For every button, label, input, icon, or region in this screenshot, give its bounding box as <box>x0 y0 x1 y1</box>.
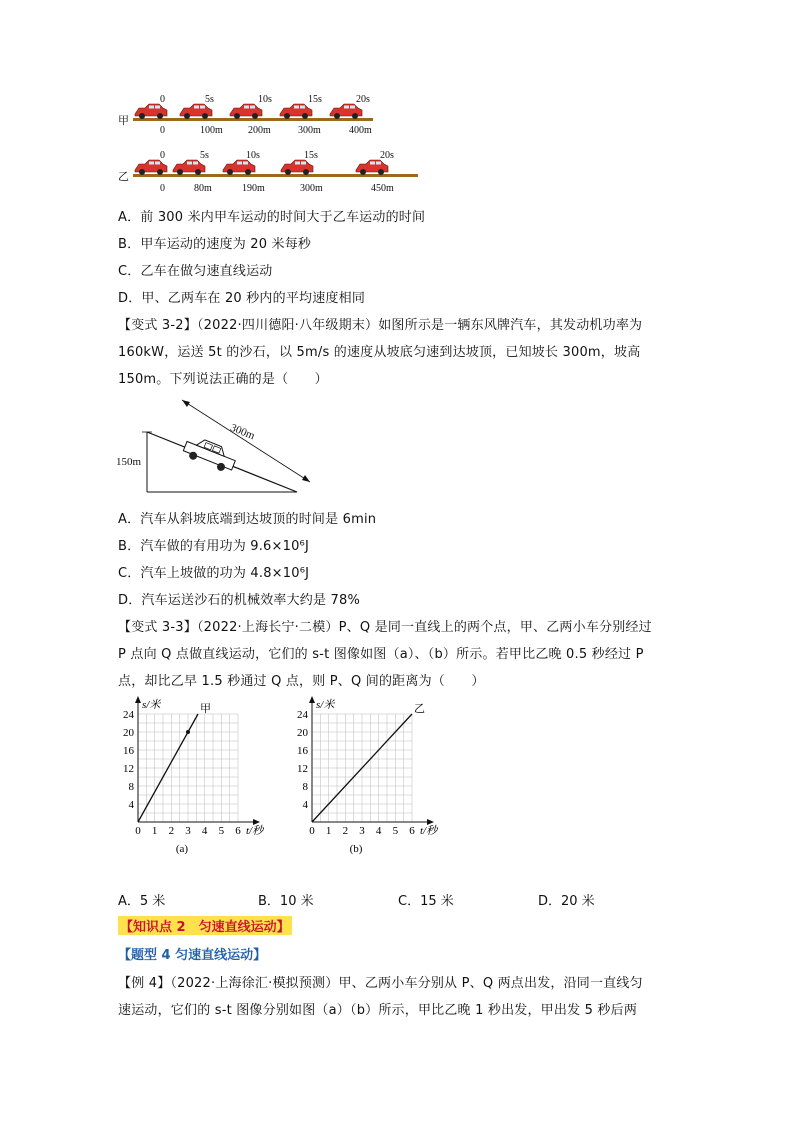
q1-option-d: D．甲、乙两车在 20 秒内的平均速度相同 <box>118 291 366 306</box>
chart-b-ytick-8: 8 <box>302 781 308 793</box>
yi-car-3 <box>281 160 313 175</box>
chart-a-ytick-8: 8 <box>128 781 134 793</box>
yi-car-2 <box>223 160 255 175</box>
q2-option-d: D．汽车运送沙石的机械效率大约是 78% <box>118 593 361 608</box>
chart-a-svg <box>112 696 282 856</box>
example-line-2: 速运动，它们的 s-t 图像分别如图（a）（b）所示，甲比乙晚 1 秒出发，甲出发 5 秒后两 <box>118 1003 638 1018</box>
chart-a-xlabel: t/秒 <box>246 825 264 837</box>
slope-figure <box>112 392 312 500</box>
chart-a-xtick-1: 1 <box>151 825 158 837</box>
slope-height-label: 150m <box>116 456 142 468</box>
jia-dist-3: 300m <box>298 125 321 136</box>
chart-b-ytick-24: 24 <box>297 709 308 721</box>
yi-car-1 <box>173 160 205 175</box>
chart-a-series-name: 甲 <box>200 702 211 715</box>
yi-time-4: 20s <box>380 150 394 161</box>
yi-dist-3: 300m <box>300 183 323 194</box>
chart-a <box>112 696 282 856</box>
yi-dist-0: 0 <box>160 183 165 194</box>
jia-car-2 <box>230 104 262 119</box>
chart-b-xtick-2: 2 <box>342 825 349 837</box>
chart-a-data-point <box>186 730 190 734</box>
chart-b-ytick-12: 12 <box>297 763 308 775</box>
chart-b-xtick-0: 0 <box>309 825 315 837</box>
slope-length-label: 300m <box>228 421 257 443</box>
q3-option-d: D．20 米 <box>538 894 595 909</box>
car-figure-svg <box>118 92 418 192</box>
q3-option-c: C．15 米 <box>398 894 454 909</box>
chart-a-caption: (a) <box>175 843 189 855</box>
car-position-figure <box>118 92 418 192</box>
chart-a-ylabel: s/米 <box>142 699 161 711</box>
chart-b-ytick-20: 20 <box>297 727 308 739</box>
chart-a-ytick-12: 12 <box>123 763 134 775</box>
chart-b-ytick-16: 16 <box>297 745 308 757</box>
q2-stem-line-1: 【变式 3-2】（2022·四川德阳·八年级期末）如图所示是一辆东风牌汽车，其发动机功率为 <box>118 318 643 333</box>
q2-option-b: B．汽车做的有用功为 9.6×10⁶J <box>118 539 310 554</box>
jia-car-1 <box>180 104 212 119</box>
q2-stem-line-3: 150m。下列说法正确的是（ ） <box>118 372 328 387</box>
jia-dist-1: 100m <box>200 125 223 136</box>
jia-car-0 <box>135 104 167 119</box>
q1-option-b: B．甲车运动的速度为 20 米每秒 <box>118 237 312 252</box>
chart-a-ytick-4: 4 <box>128 799 134 811</box>
chart-a-y-arrow <box>135 696 141 703</box>
jia-dist-2: 200m <box>248 125 271 136</box>
chart-b-ytick-4: 4 <box>302 799 308 811</box>
chart-b-y-arrow <box>309 696 315 703</box>
chart-b-xtick-6: 6 <box>409 825 415 837</box>
q3-option-b: B．10 米 <box>258 894 314 909</box>
yi-time-2: 10s <box>246 150 260 161</box>
chart-b-xtick-1: 1 <box>325 825 332 837</box>
jia-time-0: 0 <box>160 94 165 105</box>
q1-option-c: C．乙车在做匀速直线运动 <box>118 264 273 279</box>
question-type-heading: 【题型 4 匀速直线运动】 <box>118 948 267 963</box>
chart-a-xtick-6: 6 <box>235 825 241 837</box>
chart-a-ytick-20: 20 <box>123 727 134 739</box>
q3-stem-line-2: P 点向 Q 点做直线运动，它们的 s-t 图像如图（a）、（b）所示。若甲比乙晚 0.5 秒经过 P <box>118 647 644 662</box>
chart-a-xtick-4: 4 <box>201 825 208 837</box>
chart-b-ylabel: s/米 <box>316 699 335 711</box>
jia-car-4 <box>330 104 362 119</box>
jia-car-3 <box>280 104 312 119</box>
jia-row-label: 甲 <box>118 114 129 127</box>
slope-svg <box>112 392 312 500</box>
chart-a-xtick-0: 0 <box>135 825 141 837</box>
yi-time-3: 15s <box>304 150 318 161</box>
q2-stem-line-2: 160kW，运送 5t 的沙石，以 5m/s 的速度从坡底匀速到达坡顶，已知坡长 300m，坡高 <box>118 345 641 360</box>
yi-dist-2: 190m <box>242 183 265 194</box>
jia-time-4: 20s <box>356 94 370 105</box>
yi-road <box>133 174 418 177</box>
chart-a-ytick-16: 16 <box>123 745 134 757</box>
knowledge-point-heading: 【知识点 2 匀速直线运动】 <box>118 916 292 935</box>
chart-a-xtick-3: 3 <box>185 825 191 837</box>
chart-b-svg <box>286 696 456 856</box>
chart-b-series-name: 乙 <box>414 702 425 715</box>
chart-b-xtick-5: 5 <box>392 825 399 837</box>
chart-a-xtick-5: 5 <box>218 825 225 837</box>
yi-car-0 <box>135 160 167 175</box>
yi-dist-4: 450m <box>371 183 394 194</box>
q2-option-a: A．汽车从斜坡底端到达坡顶的时间是 6min <box>118 512 377 527</box>
jia-time-3: 15s <box>308 94 322 105</box>
yi-row-label: 乙 <box>118 170 129 183</box>
q3-stem-line-3: 点，却比乙早 1.5 秒通过 Q 点，则 P、Q 间的距离为（ ） <box>118 674 485 689</box>
q3-option-a: A．5 米 <box>118 894 166 909</box>
jia-dist-0: 0 <box>160 125 165 136</box>
jia-dist-4: 400m <box>349 125 372 136</box>
car-icon <box>181 434 238 475</box>
chart-b-caption: (b) <box>349 843 363 855</box>
q3-stem-line-1: 【变式 3-3】（2022·上海长宁·二模）P、Q 是同一直线上的两个点，甲、乙两小车分别经过 <box>118 620 652 635</box>
yi-time-0: 0 <box>160 150 165 161</box>
yi-dist-1: 80m <box>194 183 212 194</box>
example-line-1: 【例 4】（2022·上海徐汇·模拟预测）甲、乙两小车分别从 P、Q 两点出发，沿同一直线匀 <box>118 976 643 991</box>
q2-option-c: C．汽车上坡做的功为 4.8×10⁶J <box>118 566 310 581</box>
yi-car-4 <box>356 160 388 175</box>
chart-b-xlabel: t/秒 <box>420 825 438 837</box>
chart-b-xtick-4: 4 <box>375 825 382 837</box>
chart-b <box>286 696 456 856</box>
chart-a-ytick-24: 24 <box>123 709 134 721</box>
q1-option-a: A．前 300 米内甲车运动的时间大于乙车运动的时间 <box>118 210 426 225</box>
jia-time-2: 10s <box>258 94 272 105</box>
chart-b-xtick-3: 3 <box>359 825 365 837</box>
jia-time-1: 5s <box>205 94 214 105</box>
yi-time-1: 5s <box>200 150 209 161</box>
chart-a-xtick-2: 2 <box>168 825 175 837</box>
